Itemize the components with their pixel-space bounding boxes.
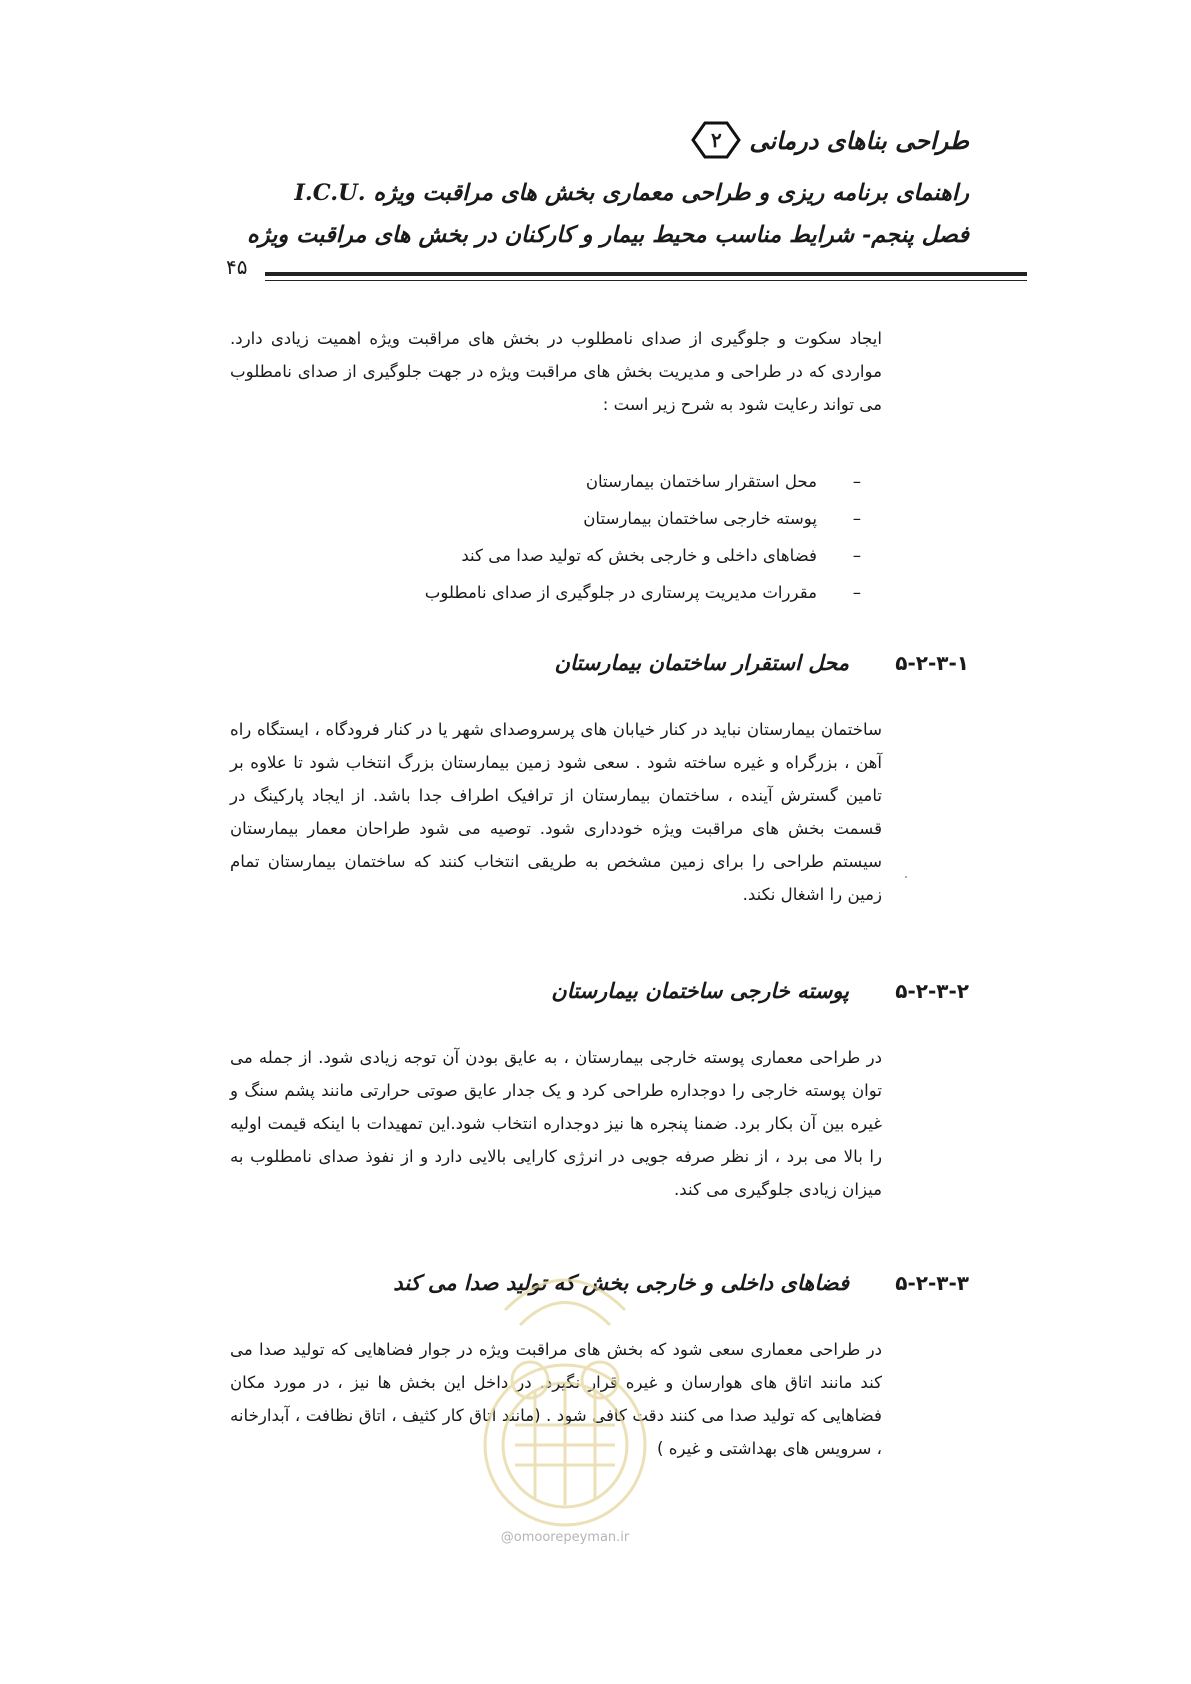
series-title: طراحی بناهای درمانی: [749, 125, 969, 155]
page-number: ۴۵: [226, 255, 248, 279]
list-item: –فضاهای داخلی و خارجی بخش که تولید صدا می کند: [391, 537, 861, 574]
series-header: [687, 120, 969, 160]
watermark-caption: @omoorepeyman.ir: [500, 1530, 630, 1545]
watermark-seal-icon: [475, 1230, 655, 1530]
bullet-marker: –: [852, 472, 861, 491]
volume-number: ۲: [710, 128, 722, 152]
bullet-marker: –: [852, 546, 861, 565]
bullet-marker: –: [852, 583, 861, 602]
bullet-marker: –: [852, 509, 861, 528]
volume-badge: [687, 120, 745, 160]
intro-paragraph: ایجاد سکوت و جلوگیری از صدای نامطلوب در بخش های مراقبت ویژه اهمیت زیادی دارد. مواردی که در طراحی و مدیریت بخش های مراقبت ویژه در جهت جلوگیری از صدای نامطلوب می تواند رعایت شود به شرح زیر است :: [230, 329, 882, 414]
section-body: در طراحی معماری سعی شود که بخش های مراقبت ویژه در جوار فضاهایی که تولید صدا می کند مانند اتاق های هوارسان و غیره قرار نگیرد. در داخل این بخش ها نیز ، در مورد مکان فضاهایی که تولید صدا می کنند دقت کافی شود . (مانند اتاق کار کثیف ، اتاق نظافت ، آبدارخانه ، سرویس های بهداشتی و غیره ): [230, 1340, 882, 1458]
list-item: –محل استقرار ساختمان بیمارستان: [391, 463, 861, 500]
section-title: فضاهای داخلی و خارجی بخش که تولید صدا می کند: [393, 1270, 849, 1295]
section-title: محل استقرار ساختمان بیمارستان: [554, 650, 849, 675]
section-title: پوسته خارجی ساختمان بیمارستان: [551, 978, 849, 1003]
section-body: در طراحی معماری پوسته خارجی بیمارستان ، به عایق بودن آن توجه زیادی شود. از جمله می توان پوسته خارجی را دوجداره طراحی کرد و یک جدار عایق صوتی حرارتی مانند پشم سنگ و غیره بین آن بکار برد. ضمنا پنجره ها نیز دوجداره انتخاب شود.این تمهیدات با اینکه قیمت اولیه را بالا می برد ، از نظر صرفه جویی در انرژی کارایی بالایی دارد و از نفوذ صدای نامطلوب به میزان زیادی جلوگیری می کند.: [230, 1048, 882, 1199]
bullet-list: [391, 463, 861, 611]
section-number: ۵-۲-۳-۱: [895, 650, 969, 675]
margin-mark: [905, 876, 907, 878]
section-number: ۵-۲-۳-۲: [895, 978, 969, 1003]
section-body: ساختمان بیمارستان نباید در کنار خیابان های پرسروصدای شهر یا در کنار فرودگاه ، ایستگاه راه آهن ، بزرگراه و غیره ساخته شود . سعی شود زمین بیمارستان بزرگ انتخاب شود تا علاوه بر تامین گسترش آینده ، ساختمان بیمارستان از ترافیک اطراف جدا باشد. از ایجاد پارکینگ در قسمت بخش های مراقبت ویژه خودداری شود. توصیه می شود طراحان معمار بیمارستان سیستم طراحی را برای زمین مشخص به طریقی انتخاب کنند که ساختمان بیمارستان تمام زمین را اشغال نکند.: [230, 720, 882, 904]
section-heading: [349, 978, 969, 1003]
book-title: راهنمای برنامه ریزی و طراحی معماری بخش های مراقبت ویژه .I.C.U: [294, 180, 969, 206]
section-number: ۵-۲-۳-۳: [895, 1270, 969, 1295]
list-item: –پوسته خارجی ساختمان بیمارستان: [391, 500, 861, 537]
section-heading: [349, 1270, 969, 1295]
header-rule: [265, 272, 1027, 281]
section-heading: [349, 650, 969, 675]
list-item: –مقررات مدیریت پرستاری در جلوگیری از صدای نامطلوب: [391, 574, 861, 611]
chapter-title: فصل پنجم- شرایط مناسب محیط بیمار و کارکنان در بخش های مراقبت ویژه: [246, 222, 969, 248]
